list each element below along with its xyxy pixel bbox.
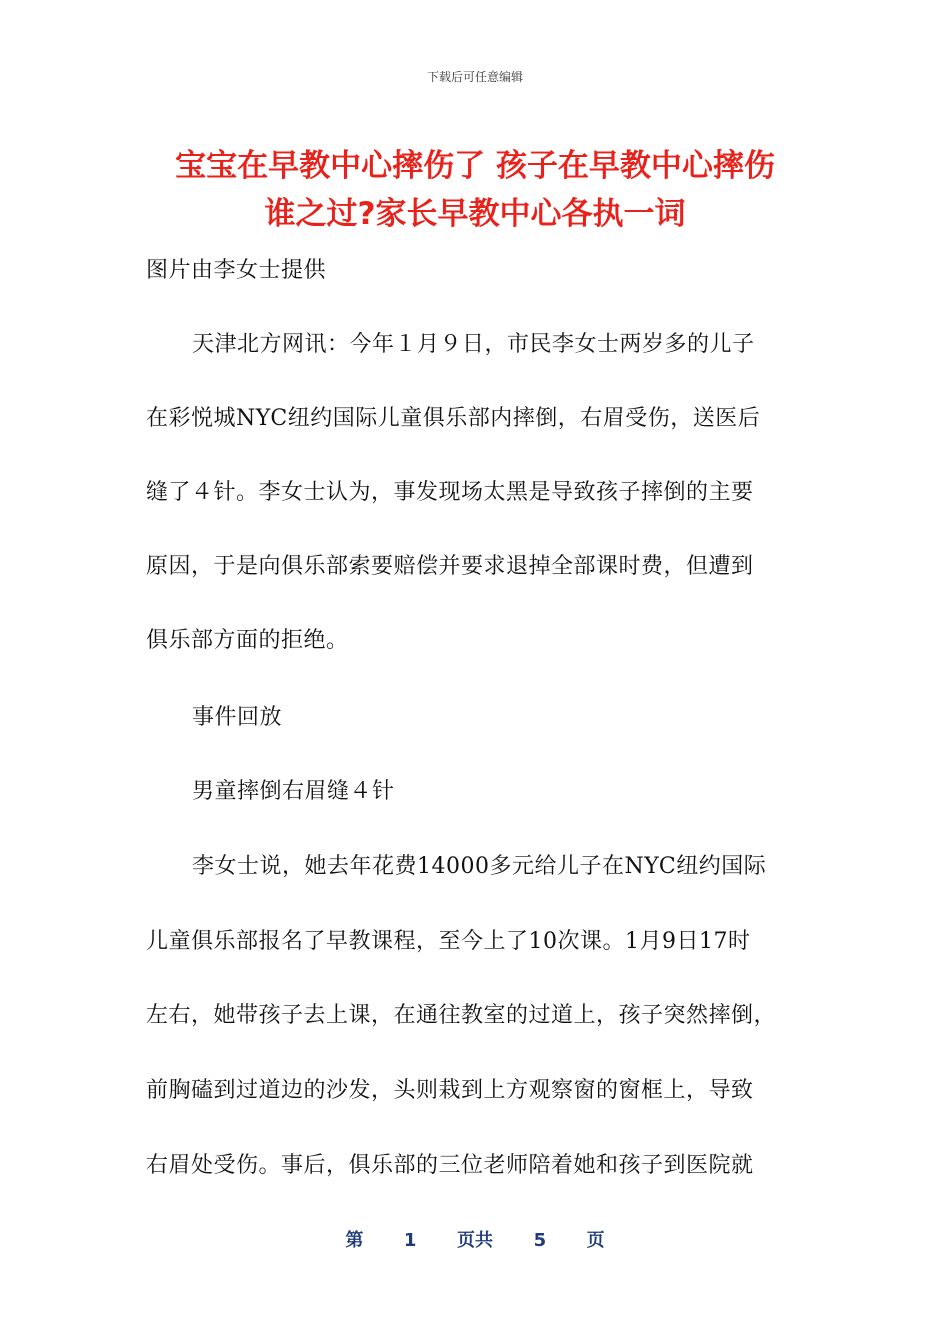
- image-caption: 图片由李女士提供: [146, 258, 327, 283]
- footer-prefix: 第: [345, 1230, 364, 1251]
- document-title: [100, 142, 850, 238]
- title-line-2: 谁之过?家长早教中心各执一词: [264, 196, 686, 232]
- paragraph-line: 李女士说，她去年花费14000多元给儿子在NYC纽约国际: [192, 854, 767, 879]
- paragraph-line: 原因，于是向俱乐部索要赔偿并要求退掉全部课时费，但遭到: [146, 554, 754, 579]
- title-line-1: 宝宝在早教中心摔伤了 孩子在早教中心摔伤: [175, 148, 775, 184]
- section-heading: 事件回放: [192, 705, 283, 730]
- total-pages: 5: [533, 1230, 547, 1251]
- paragraph-line: 在彩悦城NYC纽约国际儿童俱乐部内摔倒，右眉受伤，送医后: [146, 406, 761, 431]
- paragraph-line: 儿童俱乐部报名了早教课程，至今上了10次课。1月9日17时: [146, 929, 751, 954]
- paragraph-line: 左右，她带孩子去上课，在通往教室的过道上，孩子突然摔倒，: [146, 1003, 777, 1028]
- paragraph-line: 右眉处受伤。事后，俱乐部的三位老师陪着她和孩子到医院就: [146, 1153, 754, 1178]
- paragraph-line: 天津北方网讯：今年１月９日，市民李女士两岁多的儿子: [192, 332, 755, 357]
- paragraph-line: 俱乐部方面的拒绝。: [146, 628, 349, 653]
- page-footer: [0, 1226, 950, 1252]
- footer-suffix: 页: [586, 1230, 605, 1251]
- footer-mid: 页共: [457, 1230, 493, 1251]
- page-number: 1: [403, 1230, 417, 1251]
- header-note: 下载后可任意编辑: [426, 70, 523, 84]
- section-subheading: 男童摔倒右眉缝４针: [192, 779, 395, 804]
- paragraph-line: 前胸磕到过道边的沙发，头则栽到上方观察窗的窗框上，导致: [146, 1078, 754, 1103]
- paragraph-line: 缝了４针。李女士认为，事发现场太黑是导致孩子摔倒的主要: [146, 480, 754, 505]
